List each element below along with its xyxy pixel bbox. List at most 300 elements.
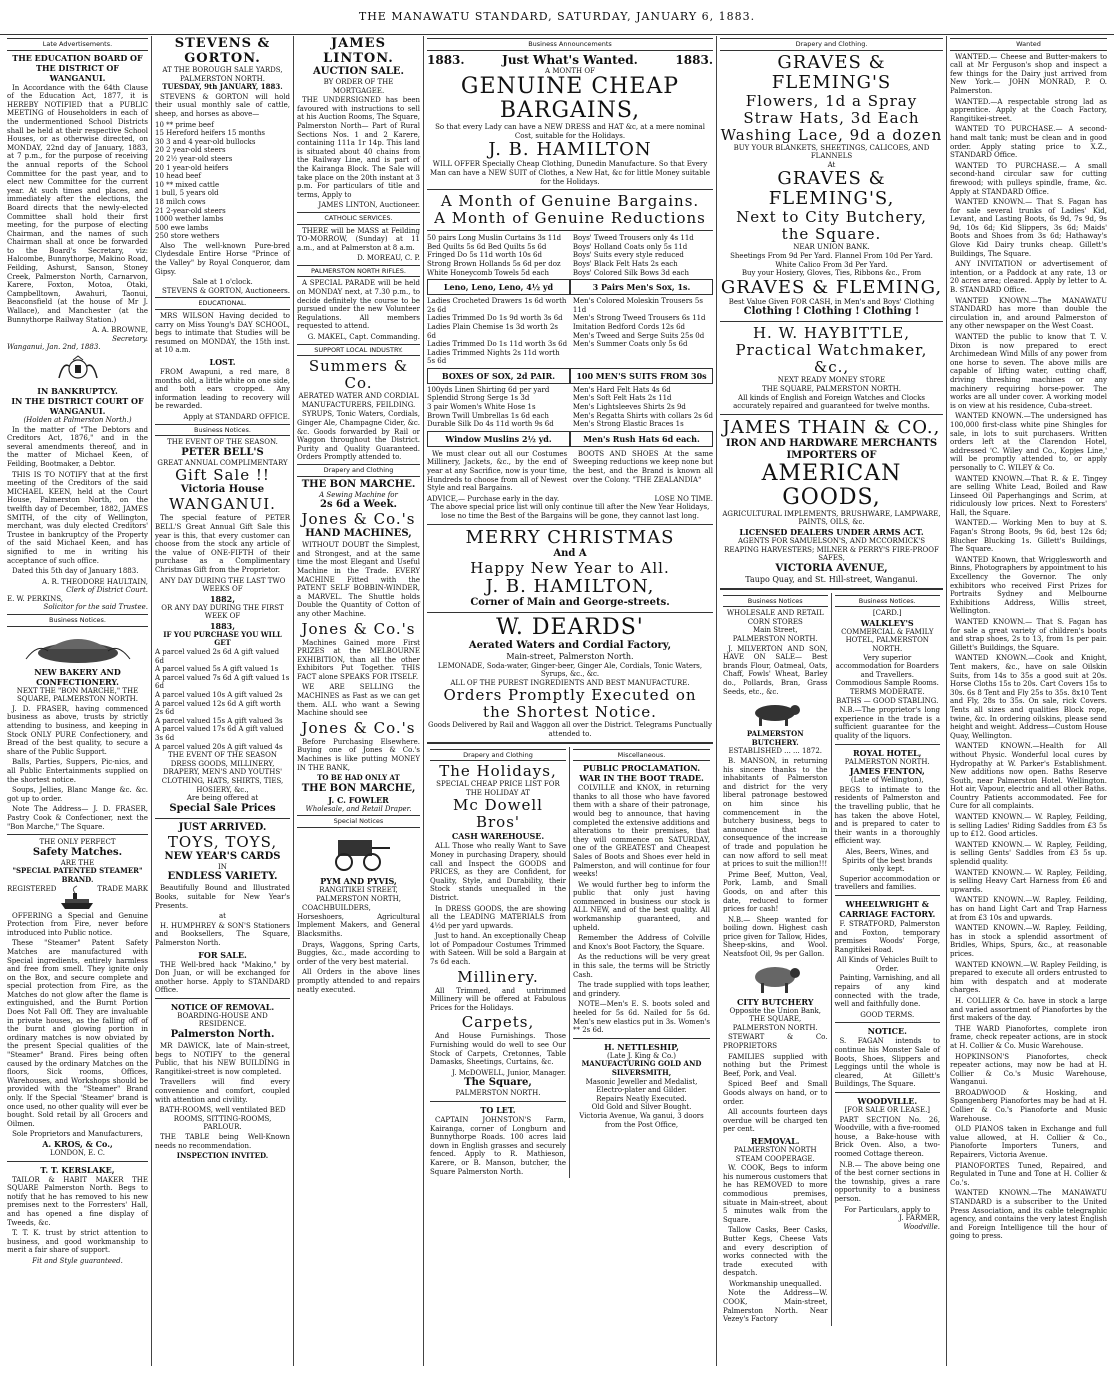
- wanted-item: H. COLLIER & Co. have in stock a large and varied assortment of Pianofortes by the first makers of the day.: [950, 996, 1107, 1023]
- wanted-item: WANTED KNOWN.—That R. & E. Tingey are selling White Lead, Boiled and Raw Linseed Oil Paperhangings and Scrim, at ridiculously low prices. Next to Foresters' Hall, the Square.: [950, 474, 1107, 517]
- ad-title: Carpets,: [461, 1013, 535, 1032]
- ad-title: Practical Watchmaker, &c.,: [735, 341, 928, 377]
- list-item: Ladies Trimmed Do 1s 11d worth 3s 6d: [427, 340, 568, 349]
- ad-subtitle: GREAT ANNUAL COMPLIMENTARY: [157, 458, 288, 467]
- ad-body: Superior accommodation or travellers and families.: [834, 874, 940, 892]
- ad-signature: STEVENS & GORTON, Auctioneers.: [161, 286, 290, 295]
- list-item: Fringed Do 5s 11d worth 10s 6d: [427, 251, 542, 260]
- ad-title: WHEELWRIGHT & CARRIAGE FACTORY.: [839, 898, 936, 919]
- wanted-item: ANY INVITATION or advertisement of intention, or a Paddock at any rate, 13 or 20 acres area; cleared. Apply by letter to A. B. STANDARD Office.: [950, 260, 1107, 295]
- ad-body: In DRESS GOODS, the are showing all the LEADING MATERIALS from 4½d per yard upwards.: [430, 904, 566, 930]
- ad-title: Palmerston North.: [170, 1029, 275, 1041]
- list-item: A parcel valued 2s 6d A gift valued 6d: [155, 648, 280, 665]
- ad-body: AGENTS FOR SAMUELSON'S, AND MCCORMICK'S REAPING HARVESTERS; MILNER & PERRY'S FIRE-PROOF SAFES,: [724, 536, 939, 563]
- section-header: Drapery and Clothing: [430, 749, 566, 762]
- ad-title: WHOLESALE AND RETAIL CORN STORES: [726, 609, 824, 626]
- ad-title: GRAVES & FLEMING,: [720, 276, 943, 298]
- list-item: 20 2½ year-old steers: [155, 154, 233, 163]
- subcolumn-right: [570, 747, 713, 1179]
- ad-subtitle: NEAR UNION BANK.: [793, 243, 870, 252]
- ad-date: Dated this 5th day of January 1883.: [12, 567, 139, 576]
- ad-title: Jones & Co.'s: [301, 510, 416, 529]
- ad-body: We must clear out all our Costumes Millinery, Jackets, &c., by the end of year at any Sacrifice, now is your time, Hundreds to choose from all of Newest Style and real Bargains.: [427, 449, 568, 493]
- ad-address: Note The Address— J. D. FRASER, Pastry Cook & Confectioner, next the "Bon Marche," The Square.: [7, 805, 148, 831]
- ad-title: ENDLESS VARIETY.: [167, 871, 278, 883]
- split-columns: [427, 747, 713, 1179]
- ad-body: These "Steamer" Patent Safety Matches are manufactured with Special ingredients, entirely harmless and free from smell. They ignite only on the Box, and secure complete and special protection from Fire, as the Matches do not glow after the flame is extinguished, and the Burnt Portion Does Not Fall Off. They are invaluable in private houses, as the falling off of the burnt and glowing portion in ordinary matches is now obviated by the present Special qualities of the "Steamer" Brand. Fires being often caused by the ordinary Matches on the floors, Sick rooms, Offices, Warehouses, and Workshops should be provided with the "Steamer" Brand only. If the Special 'Steamer' brand is once used, no other quality will ever be bought. Sold retail by all Grocers and Oilmen.: [7, 939, 148, 1128]
- ad-subtitle: MANUFACTURING GOLD AND SILVERSMITH,: [581, 1059, 702, 1077]
- ad-subtitle: Opposite the Union Bank,: [729, 1006, 821, 1015]
- ad-title: The Square,: [464, 1077, 532, 1089]
- ad-body: Old Gold and Silver Bought.: [591, 1103, 692, 1112]
- column-6: [947, 36, 1110, 1366]
- wanted-item: WANTED KNOWN.—W. Rapley, Feilding, has in stock a splendid assortment of Bridles, Whips, Spurs, &c., at reasonable prices.: [950, 924, 1107, 958]
- ad-title: Gift Sale !!: [175, 466, 270, 485]
- price-heading: Leno, Leno, Leno, 4½ yd: [427, 279, 570, 295]
- price-list-row: [427, 297, 713, 366]
- ad-signature: Solicitor for the said Trustee.: [43, 603, 148, 612]
- ad-body: Remember the Address of Colville and Knox's Boot Factory, the Square.: [573, 934, 710, 951]
- list-item: 10 ** mixed cattle: [155, 180, 220, 189]
- ad-signature: J. McDOWELL, Junior, Manager.: [452, 1068, 566, 1077]
- price-list: [427, 297, 567, 366]
- list-item: A parcel valued 5s A gift valued 1s: [155, 665, 279, 674]
- ad-title: T. T. KERSLAKE,: [40, 1164, 115, 1175]
- column-2: [152, 36, 294, 1366]
- wanted-item: BROADWOOD & Hosking, and Spangenberg Pianofortes may be had at H. Collier & Co.'s Pianoforte and Music Warehouse.: [950, 1088, 1107, 1123]
- ad-subtitle: (Late of Wellington),: [850, 776, 924, 785]
- ad-title: PUBLIC PROCLAMATION.: [583, 763, 700, 774]
- ad-subtitle: RANGITIKEI STREET, PALMERSTON NORTH,: [316, 886, 401, 903]
- list-item: Men's Hard Felt Hats 4s 6d: [572, 385, 671, 394]
- ad-body: LEMONADE, Soda-water, Ginger-beer, Ginger Ale, Cordials, Tonic Waters, Syrups, &c., &c.: [437, 661, 703, 679]
- section-header: Business Notices.: [7, 614, 148, 627]
- ad-body: PART SECTION No. 26, Woodville, with a five-roomed house, a Bake-house with Brick Oven. Also, a two-roomed Cottage thereon.: [834, 1115, 940, 1158]
- wanted-item: WANTED KNOWN.—Cook and Knight, Tent makers, &c., have on sale Oilskin Suits, from 14s to 35s a good suit at 20s. Horse Cloths 15s to 20s. Cart Covers 15s to 30s. 6s 8 Tent and Fly 25s to 35s. 8x10 Tent and Fly, 28s to 35s. On sale, rick Covers. Tents all sizes and qualities Block rope, twine, &c. In ordering oilskins, please send height and weight. Address—Custom House Quay, Wellington.: [950, 654, 1107, 740]
- list-item: A parcel valued 7s 6d A gift valued 1s 6d: [155, 673, 290, 691]
- ad-body: BUY YOUR BLANKETS, SHEETINGS, CALICOES, AND FLANNELS: [733, 143, 930, 161]
- ad-body: AGRICULTURAL IMPLEMENTS, BRUSHWARE, LAMPWARE, PAINTS, OILS, &c.: [722, 509, 941, 527]
- ad-subtitle: Taupo Quay, and St. Hill-street, Wanganui.: [745, 574, 918, 584]
- ad-body: We would further beg to inform the public that only just having commenced in business our stock is ALL NEW, and of the best quality. All workmanship guaranteed, and upheld.: [573, 880, 710, 932]
- ad-title: WALKLEY'S: [860, 617, 914, 628]
- ad-title: PYM AND PYVIS,: [320, 876, 397, 886]
- ad-subtitle: THE SQUARE, PALMERSTON NORTH.: [761, 384, 902, 393]
- ad-title: PETER BELL'S: [181, 446, 264, 458]
- registered-label: REGISTERED: [7, 884, 57, 893]
- ad-title: Just What's Wanted.: [502, 52, 638, 67]
- ad-body: THE TABLE being Well-Known needs no recommendation.: [155, 1133, 290, 1150]
- ad-body: WE ARE SELLING the MACHINES as Fast as we can get them. ALL who want a Sewing Machine should see: [297, 683, 420, 718]
- ad-title: IMPORTERS OF: [786, 449, 877, 461]
- ad-subtitle: "SPECIAL PATENTED STEAMER" BRAND.: [12, 866, 143, 884]
- ad-body: BOOTS AND SHOES At the same Sweeping reductions we keep none but the best, and the Brand is known all over the Colony. "THE ZEALANDIA": [572, 449, 713, 484]
- ad-body: T. T. K. trust by strict attention to business, and good workmanship to merit a fair share of support.: [7, 1229, 148, 1255]
- ad-subtitle: THE ONLY PERFECT: [39, 838, 116, 847]
- ad-body: SYRUPS, Tonic Waters, Cordials, Ginger Ale, Champagne Cider, &c. &c. Goods forwarded by Rail or Waggon throughout the District. Purity and Quality Guaranteed. Orders Promptly attended to.: [297, 410, 420, 462]
- ad-year: 1882,: [209, 593, 236, 604]
- ad-body: OR ANY DAY DURING THE FIRST WEEK OF: [161, 603, 284, 621]
- list-item: 250 store wethers: [155, 232, 220, 241]
- ad-title: WAR IN THE BOOT TRADE.: [579, 773, 704, 784]
- ad-body: For Particulars, apply to: [844, 1205, 931, 1214]
- ad-body: N.B.— The above being one of the best corner sections in the township, gives a rare opportunity to a business person.: [834, 1160, 940, 1203]
- ad-body: DRESS GOODS, MILLINERY, DRAPERY, MEN'S AND YOUTHS' CLOTHING, HATS, SHIRTS, TIES, HOSIERY, &c.,: [161, 759, 284, 794]
- ad-title: Jones & Co.'s: [301, 718, 416, 737]
- ad-body: N.B.—The proprietor's long experience in the trade is a sufficient guarantee for the quality of the liquors.: [834, 706, 940, 740]
- section-header: Business Notices: [723, 595, 828, 608]
- section-header: Late Advertisements.: [7, 38, 148, 51]
- list-item: 21 2-year-old steers: [155, 206, 226, 215]
- ad-title: Millinery.: [457, 967, 539, 986]
- wanted-item: WANTED KNOWN.—W. Rapley, Feilding, has on hand Light Cart and Trap Harness at from £3 10s and upwards.: [950, 896, 1107, 922]
- ad-title: REMOVAL.: [750, 1135, 800, 1146]
- ad-body: Soups, Jellies, Blanc Mange &c. &c. got up to order.: [7, 786, 148, 803]
- ad-subtitle: ESTABLISHED ... ... 1872.: [728, 747, 822, 756]
- stock-list: [155, 121, 290, 241]
- price-list: [427, 234, 567, 277]
- wanted-item: PIANOFORTES Tuned, Repaired, and Regulated in Tune and Tone at H. Collier & Co.'s.: [950, 1161, 1107, 1187]
- wanted-item: WANTED KNOWN.— W. Rapley, Feilding, is selling Ladies' Riding Saddles from £3 5s up to £12. Good articles.: [950, 813, 1107, 839]
- section-header: CATHOLIC SERVICES.: [297, 212, 420, 225]
- ad-subtitle: [CARD.]: [872, 609, 902, 618]
- ad-title: WANGANUI.: [169, 495, 276, 514]
- ad-subtitle: Main Street,: [752, 626, 798, 635]
- list-item: Splendid Strong Serge 1s 3d: [427, 394, 530, 403]
- price-list-row: [427, 449, 713, 495]
- ad-title: Mc Dowell Bros': [453, 796, 543, 832]
- wanted-item: WANTED KNOWN.—Health for All without Physic. Wonderful local cures by Hydropathy at W. Parker's Establishment. New additions now open. Baths Reserve South, near Palmerston Hotel. Wellington. Hot air, Vapour, electric and all other Baths. Country Patients accommodated. Fee for Cure for all complaints.: [950, 742, 1107, 811]
- list-item: Strong Brown Hollands 5s 6d per doz: [427, 259, 561, 268]
- ad-body: FAMILIES supplied with nothing but the Primest Beef, Pork, and Veal.: [723, 1052, 828, 1078]
- ad-body: As the reductions will be very great in this sale, the terms will be Strictly Cash.: [573, 953, 710, 979]
- ad-body: Travellers will find every convenience and comfort, coupled with attention and civility.: [155, 1078, 290, 1104]
- list-item: Boys' Tweed Trousers only 4s 11d: [572, 234, 694, 243]
- ad-body: THE Well-bred hack "Makino," by Don Juan, or will be exchanged for another horse. Apply to STANDARD Office.: [155, 960, 290, 995]
- list-item: White Honeycomb Towels 5d each: [427, 268, 549, 277]
- ad-title: NOTICE.: [867, 1026, 907, 1037]
- ad-body: H. HUMPHREY & SON'S Stationers and Booksellers, The Square, Palmerston North.: [155, 921, 290, 947]
- section-header: EDUCATIONAL.: [155, 297, 290, 310]
- section-header: Miscellaneous.: [573, 749, 710, 762]
- ad-subtitle: AERATED WATER AND CORDIAL MANUFACTURERS, FEILDING.: [298, 392, 419, 409]
- ad-body: J. MILVERTON AND SON, HAVE ON SALE— Best brands Flour, Oatmeal, Oats, Chaff, Fowls' Wheat, Barley do., Pollards, Bran, Grass Seeds, etc., &c.: [723, 644, 828, 696]
- section-header: Business Announcements: [427, 38, 713, 51]
- ad-title: ROYAL HOTEL,: [853, 747, 922, 758]
- list-item: 500 ewe lambs: [155, 223, 209, 232]
- list-item: Ladies Trimmed Nights 2s 11d worth 5s 6d: [427, 348, 560, 366]
- ad-body: All kinds of English and Foreign Watches and Clocks accurately repaired and guaranteed for twelve months.: [733, 393, 930, 411]
- ad-body: Spiced Beef and Small Goods always on hand, or to order.: [723, 1080, 828, 1106]
- ad-subtitle: PALMERSTON NORTH.: [732, 1023, 818, 1032]
- ad-body: Very superior accommodation for Boarders and Travellers.: [835, 653, 939, 679]
- list-item: Men's Colored Moleskin Trousers 5s 11d: [572, 297, 703, 314]
- trademark-label: TRADE MARK: [97, 884, 148, 893]
- ad-body: WILL OFFER Specially Cheap Clothing, Dunedin Manufacture. So that Every Man can have a NEW SUIT of Clothes, a New Hat, &c for little Money suitable for the Holidays.: [430, 160, 710, 186]
- ad-title: IN BANKRUPTCY.: [37, 386, 118, 396]
- ad-body: Buy your Hosiery, Gloves, Ties, Ribbons &c., From: [741, 269, 922, 278]
- price-heading-row: [427, 366, 713, 386]
- subcolumn-right: [832, 593, 944, 1326]
- ad-body: COACHBUILDERS, Horseshoers, Agricultural Implement Makers, and General Blacksmiths.: [297, 904, 420, 938]
- wanted-item: WANTED KNOWN.— W. Rapley, Feilding, is selling Heavy Cart Harness from £6 and upwards.: [950, 868, 1107, 894]
- ad-subtitle: [FOR SALE OR LEASE.]: [844, 1106, 931, 1114]
- list-item: Imitation Bedford Cords 12s 6d: [572, 322, 686, 331]
- ad-title: PALMERSTON BUTCHERY.: [746, 729, 804, 747]
- ad-title: THE BON MARCHE,: [301, 782, 416, 794]
- ad-title: H. W. HAYBITTLE,: [752, 324, 911, 343]
- ad-title: A Month of Genuine Bargains.: [440, 192, 700, 211]
- ad-title: Straw Hats, 3d Each: [743, 108, 920, 127]
- price-heading-row: [427, 429, 713, 449]
- ad-body: Machines Gained more First PRIZES at the MELBOURNE EXHIBITION, than all the other Exhibitors Put Together. THIS FACT alone SPEAKS FOR ITSELF.: [297, 638, 420, 681]
- ad-title: GENUINE CHEAP BARGAINS,: [460, 74, 680, 124]
- ad-body: at: [219, 912, 226, 921]
- ad-body: At: [827, 160, 836, 169]
- ad-title: IN THE DISTRICT COURT OF WANGANUI.: [11, 396, 144, 416]
- ad-subtitle: (Holden at Palmerston North.): [23, 416, 132, 424]
- column-4: [424, 36, 717, 1366]
- ad-title: W. DEARDS': [496, 614, 644, 640]
- ad-title: AUCTION SALE.: [312, 66, 404, 77]
- ad-title: JUST ARRIVED.: [178, 821, 267, 833]
- ad-body: WITHOUT DOUBT the Simplest, and Strongest, and at the same time the most Elegant and Useful Machine in the Trade. EVERY MACHINE Fitted with the PATENT SELF BOBBIN-WINDER, a MARVEL. The Shuttle holds Double the Quantity of Cotton of any other Machine.: [297, 541, 420, 618]
- wanted-item: WANTED KNOWN.— That S. Fagan has for sale several trunks of Ladies' Kid, Levant, and Lasting Boots, 6s 9d, 7s 9d, 9s 9d, 10s 6d; Kid Slippers, 3s 6d; Maids' Boots and Shoes from 3s 6d; Hathaway's Glove Kid Dairy trunks cheap. Gillett's Buildings, The Square.: [950, 198, 1107, 258]
- ad-signature: E. W. PERKINS,: [7, 594, 63, 603]
- ad-body: J. D. FRASER, having commenced business as above, trusts by strictly attending to business, and keeping in Stock ONLY PURE Confectionery, and Bread of the best quality, to secure a share of the Public Support.: [7, 704, 148, 756]
- column-1: [4, 36, 152, 1366]
- ad-title: Special Sale Prices: [169, 802, 276, 814]
- ad-title: Corner of Main and George-streets.: [470, 596, 670, 608]
- price-list-row: [427, 386, 713, 429]
- ad-title: H. NETTLESHIP,: [604, 1041, 679, 1052]
- ad-title: AMERICAN GOODS,: [761, 460, 902, 510]
- ad-signature: J. FARMER,: [898, 1214, 940, 1223]
- list-item: A parcel valued 12s 6d A gift worth 2s 6d: [155, 699, 281, 717]
- masthead: THE MANAWATU STANDARD, SATURDAY, JANUARY 6, 1883.: [0, 0, 1114, 35]
- ad-body: IF YOU PURCHASE YOU WILL GET: [163, 629, 282, 648]
- ad-subtitle: THE SQUARE,: [749, 1015, 802, 1024]
- subcolumn-left: [427, 747, 570, 1179]
- list-item: Men's Regatta Shirts with collars 2s 6d: [572, 411, 713, 420]
- ad-body: Before Purchasing Elsewhere. Buying one of Jones & Co.'s Machines is like putting MONEY IN THE BANK,: [297, 737, 420, 772]
- carriage-illustration-icon: [324, 830, 394, 874]
- ad-title: Summers & Co.: [308, 357, 409, 393]
- ad-title: A Month of Genuine Reductions: [434, 209, 706, 228]
- list-item: 10 ** prime beef: [155, 120, 214, 129]
- list-item: Brown Twill Umbrellas 1s 6d each: [427, 411, 549, 420]
- ad-signature: A. R. THEODORE HAULTAIN,: [42, 577, 148, 586]
- ad-subtitle: NEXT THE "BON MARCHE," THE SQUARE, PALMERSTON NORTH.: [16, 686, 139, 704]
- ad-subtitle: A MONTH OF: [545, 66, 595, 75]
- ad-advice-row: [427, 495, 713, 504]
- list-item: Durable Silk Do 4s 11d worth 9s 6d: [427, 420, 554, 429]
- ad-body: So that every Lady can have a NEW DRESS and HAT &c, at a mere nominal Cost, suitable for the Holidays.: [435, 123, 705, 140]
- list-item: A parcel valued 10s A gift valued 2s: [155, 691, 283, 700]
- ad-title: WOODVILLE.: [857, 1096, 918, 1106]
- subcolumn-left: [720, 593, 832, 1326]
- wanted-item: WANTED KNOWN.—The MANAWATU STANDARD is a subscriber to the United Press Association, and its cable telegraphic agency, and contains the very latest English and Foreign Intelligence till the hour of going to press.: [950, 1189, 1107, 1241]
- ad-title: NEW BAKERY AND CONFECTIONERY.: [34, 666, 121, 687]
- ad-body: ALL OF THE PUREST INGREDIENTS AND BEST MANUFACTURE.: [450, 678, 690, 687]
- ad-title: JAMES THAIN & CO.,: [722, 416, 941, 438]
- ad-title: Safety Matches.: [32, 846, 123, 858]
- wanted-item: WANTED TO PURCHASE.— A second-hand malt tank; must be clean and in good order. Apply stating price to X.Z., STANDARD Office.: [950, 125, 1107, 160]
- ad-subtitle: BY ORDER OF THE MORTGAGEE.: [323, 78, 394, 95]
- list-item: Boys' Holland Coats only 5s 11d: [572, 242, 688, 251]
- wanted-item: WANTED.— Cheese and Butter-makers to call at Mr Ferguson's shop and inspect a few things for the Dairy just arrived from New York.— JOHN MONRAD, P. O. Palmerston.: [950, 52, 1107, 95]
- ad-title: VICTORIA AVENUE,: [775, 562, 888, 574]
- ad-body: IN: [218, 862, 227, 871]
- price-heading: 3 Pairs Men's Sox, 1s.: [570, 279, 713, 295]
- ad-title: Aerated Waters and Cordial Factory,: [468, 639, 672, 651]
- ad-title: The Holidays,: [439, 762, 557, 781]
- wanted-item: WANTED KNOWN.— That S. Fagan has for sale a great variety of children's boots and strap shoes, 2s to 13, from 1s per pair. Gillett's Buildings, the Square.: [950, 618, 1107, 652]
- ad-body: Repairs Neatly Executed.: [596, 1094, 687, 1103]
- ad-body: MR DAWICK, late of Main-street, begs to NOTIFY to the general Public, that his NEW BUILDING in Rangitikei-street is now completed.: [155, 1042, 290, 1076]
- ad-title: NOTICE OF REMOVAL.: [170, 1001, 275, 1012]
- ad-body: STEWART & Co. PROPRIETORS: [723, 1033, 828, 1051]
- split-columns: [720, 593, 943, 1326]
- ad-title: And A: [553, 547, 587, 559]
- list-item: A parcel valued 17s 6d A gift valued 3s 6d: [155, 725, 284, 742]
- ad-signature: Secretary.: [112, 334, 148, 343]
- list-item: Ladies Trimmed Do 1s 9d worth 3s 6d: [427, 314, 563, 323]
- ad-body: Prime Beef, Mutton, Veal, Pork, Lamb, and Small Goods, on and after this date, reduced to former prices for cash!: [723, 870, 828, 914]
- ad-body: STEVENS & GORTON will hold their usual monthly sale of cattle, sheep, and horses as above—: [155, 92, 290, 118]
- ad-title: Clothing ! Clothing ! Clothing !: [743, 306, 920, 318]
- ad-body: ALL Those who really Want to Save Money in purchasing Drapery, should call and Inspect the GOODS and PRICES, as they are Confident, for Quality, Style, and Durability, their Stock stands unequalled in the District.: [430, 842, 566, 902]
- ad-title: IRON AND HARDWARE MERCHANTS: [725, 437, 938, 449]
- ad-subtitle: BOARDING-HOUSE AND RESIDENCE.: [177, 1011, 268, 1029]
- wanted-item: WANTED Known, that Wrigglesworth and Binns, Photographers by appointment to his Excellency the Governor. The only exhibitors who received First Prizes for Portraits Sydney and Melbourne Exhibitions Address, Willis street, Wellington.: [950, 555, 1107, 616]
- ad-subtitle: NEXT READY MONEY STORE: [777, 376, 886, 385]
- ad-body: LOSE NO TIME.: [654, 494, 713, 503]
- section-header: Special Notices: [297, 815, 420, 828]
- ad-signature: Woodville.: [903, 1222, 940, 1231]
- wanted-item: WANTED TO PURCHASE.— A small second-hand circular saw for cutting firewood; with pulleys spindle, frame, &c. Apply at STANDARD Office.: [950, 161, 1107, 196]
- list-item: 20 2 year-old steers: [155, 146, 226, 155]
- ad-subtitle: PALMERSTON NORTH.: [844, 757, 930, 766]
- ad-body: Also The well-known Pure-bred Clydesdale Entire Horse "Prince of the Valley" by Royal Conqueror, dam Gipsy.: [155, 241, 290, 276]
- bakery-illustration-icon: [18, 629, 138, 665]
- wanted-item: OLD PIANOS taken in Exchange and full value allowed, at H. Collier & Co., Pianoforte Importers Tuners, and Repairers, Victoria Avenue.: [950, 1125, 1107, 1160]
- ad-title: JAMES FENTON,: [849, 766, 925, 777]
- list-item: 20 1 year-old heifers: [155, 163, 229, 172]
- ad-body: Commodious Sample Rooms. TERMS MODERATE.: [835, 679, 939, 697]
- ad-body: Ales, Beers, Wines, and Spirits of the best brands only kept.: [842, 847, 933, 874]
- ad-subtitle: AT THE BOROUGH SALE YARDS, PALMERSTON NORTH.: [162, 66, 283, 83]
- ad-body: Tallow Casks, Beer Casks, Butter Kegs, Cheese Vats and every description of works connected with the trade executed with despatch.: [723, 1226, 828, 1278]
- ad-subtitle: PALMERSTON NORTH.: [455, 1089, 541, 1098]
- ad-signature: G. MAKEL, Capt. Commanding.: [307, 333, 420, 342]
- ad-body: All accounts fourteen days overdue will be charged ten per cent.: [723, 1108, 828, 1134]
- list-item: 10 head beef: [155, 172, 202, 181]
- sheep-illustration-icon: [745, 961, 805, 995]
- section-header: PALMERSTON NORTH RIFLES.: [297, 265, 420, 278]
- ad-body: CAPTAIN JOHNSTON'S Farm, Kairanga, corner of Longburn and Bunnythorpe Roads. 100 acres laid down in English grasses and securely fenced. Apply to R. Mathieson, Karere, or B. Manson, butcher, the Square Palmerston North.: [430, 1116, 566, 1176]
- ad-body: INSPECTION INVITED.: [176, 1151, 269, 1161]
- ad-body: ANY DAY DURING THE LAST TWO WEEKS OF: [159, 576, 286, 594]
- section-header: Wanted: [950, 38, 1107, 51]
- column-3: [294, 36, 424, 1366]
- price-heading-row: [427, 277, 713, 297]
- ad-body: Sole Proprietors and Manufacturers,: [12, 1130, 143, 1139]
- list-item: 1000 wether lambs: [155, 215, 224, 224]
- ad-subtitle: PALMERSTON NORTH.: [732, 635, 818, 644]
- price-heading: 100 MEN'S SUITS FROM 30s: [570, 368, 713, 384]
- section-header: Business Notices.: [835, 595, 941, 608]
- wanted-item: WANTED KNOWN.—The undersigned has 100,000 first-class white pine Shingles for sale, in lots to suit purchasers. Written orders left at the Clarendon Hotel, addressed 'C. Wiley and Co., Kopjes Line,' will be promptly attended to, or apply personally to C. WILEY & Co.: [950, 412, 1107, 472]
- ad-year: 1883.: [427, 52, 465, 67]
- list-item: Bed Quilts 5s 6d Bed Quilts 5s 6d: [427, 242, 547, 251]
- ad-title: HAND MACHINES,: [305, 528, 412, 540]
- list-item: A parcel valued 15s A gift valued 3s: [155, 716, 283, 725]
- ad-body: All Trimmed, and untrimmed Millinery will be offered at Fabulous Prices for the Holidays.: [430, 986, 566, 1012]
- ad-subtitle: COMMERCIAL & FAMILY HOTEL, PALMERSTON NORTH.: [841, 627, 934, 654]
- ad-title: Flowers, 1d a Spray: [745, 91, 918, 110]
- list-item: 3 pair Women's White Hose 1s: [427, 403, 536, 412]
- ad-body: B. MANSON, in returning his sincere thanks to the inhabitants of Palmerston and district for the very liberal patronage bestowed on him since his commencement in the butchery business, begs to announce that in consequence of the increase of trade and population he can now afford to sell meat at prices to suit the million!!!: [723, 757, 828, 869]
- list-item: Boys' Colored Silk Bows 3d each: [572, 268, 689, 277]
- ad-body: THIS IS TO NOTIFY that at the first meeting of the Creditors of the said MICHAEL KEEN, held at the Court House, Palmerston North, on the twelfth day of December, 1882, JAMES SMITH, of the city of Wellington, merchant, was duly elected Creditors' Trustee in bankruptcy of the Property of the said Michael Keen, and has signified to me in writing his acceptance of such office.: [7, 470, 148, 565]
- ad-body: MRS WILSON Having decided to carry on Miss Young's DAY SCHOOL, begs to intimate that Studies will be resumed on MONDAY, the 15th inst. at 10 a.m.: [155, 312, 290, 355]
- price-list-row: [427, 234, 713, 277]
- ad-title: LICENSED DEALERS UNDER ARMS ACT.: [739, 526, 924, 537]
- ad-body: The trade supplied with tops leather, and grindery.: [573, 981, 710, 998]
- list-item: A parcel valued 20s A gift valued 4s: [155, 742, 283, 751]
- ad-body: GOOD TERMS.: [860, 1010, 915, 1019]
- ad-subtitle: PALMERSTON NORTH STEAM COOPERAGE.: [733, 1145, 817, 1163]
- ad-title: CASH WAREHOUSE.: [451, 831, 545, 842]
- column-5: [717, 36, 947, 1366]
- ad-body: TO BE HAD ONLY AT: [317, 773, 400, 783]
- ad-signature: Apply at STANDARD OFFICE.: [183, 412, 290, 421]
- ad-body: FROM Awapuni, a red mare, 8 months old, a little white on one side, and both ears cropped. Any information leading to recovery will be rewarded.: [155, 368, 290, 411]
- list-item: Men's Soft Felt Hats 2s 11d: [572, 394, 672, 403]
- list-item: Men's Tweed and Serge Suits 25s 0d: [572, 331, 705, 340]
- list-item: 100yds Linen Shirting 6d per yard: [427, 385, 550, 394]
- ad-signature: A. A. BROWNE,: [92, 326, 148, 335]
- ad-title: Orders Promptly Executed on the Shortest Notice.: [443, 686, 697, 722]
- ad-body: Painting, Varnishing, and all repairs of any kind connected with the trade, well and faithfully done.: [834, 974, 940, 1009]
- list-item: Boys' Suits every style reduced: [572, 251, 684, 260]
- steamer-ship-icon: [57, 885, 97, 911]
- ad-body: A SPECIAL PARADE will be held on MONDAY next, at 7.30 p.m., to decide definitely the course to be pursued under the new Volunteer Regulations. All members requested to attend.: [297, 279, 420, 331]
- ad-subtitle: Main-street, Palmerston North.: [506, 651, 634, 661]
- ad-header-row: [427, 53, 713, 67]
- ad-title: Jones & Co.'s: [301, 619, 416, 638]
- ad-body: THERE will be MASS at Feilding TO-MORROW, (Sunday) at 11 a.m., and at Palmerston at 8 a.m.: [297, 226, 420, 252]
- ad-title: MERRY CHRISTMAS: [465, 526, 675, 548]
- ad-subtitle: THE EVENT OF THE SEASON.: [167, 438, 278, 447]
- ad-title: JAMES LINTON.: [323, 36, 394, 66]
- list-item: Men's Strong Tweed Trousers 6s 11d: [572, 314, 706, 323]
- wanted-item: WANTED KNOWN.— W. Rapley, Feilding, is selling Gents' Saddles from £3 5s up. splendid quality.: [950, 840, 1107, 867]
- royal-coat-of-arms-icon: [53, 354, 103, 384]
- list-item: Ladies Plain Chemise 1s 3d worth 2s 6d: [427, 322, 559, 340]
- ad-title: 2s 6d a Week.: [319, 499, 397, 511]
- ad-signature: JAMES LINTON, Auctioneer.: [318, 201, 420, 210]
- ad-body: Drays, Waggons, Spring Carts, Buggies, &c., made according to order of the very best material.: [297, 940, 420, 966]
- ad-title: GRAVES & FLEMING'S: [771, 51, 892, 93]
- wanted-item: WANTED KNOWN.—W. Rapley Feilding, is prepared to execute all orders entrusted to him with despatch and at moderate charges.: [950, 960, 1107, 995]
- ad-body: Fit and Style guaranteed.: [32, 1256, 123, 1265]
- price-heading: Men's Rush Hats 6d each.: [570, 431, 713, 447]
- parcel-list: [155, 648, 290, 751]
- ad-signature: Clerk of District Court.: [66, 586, 148, 595]
- list-item: Men's Lightsleeves Shirts 2s 9d: [572, 403, 686, 412]
